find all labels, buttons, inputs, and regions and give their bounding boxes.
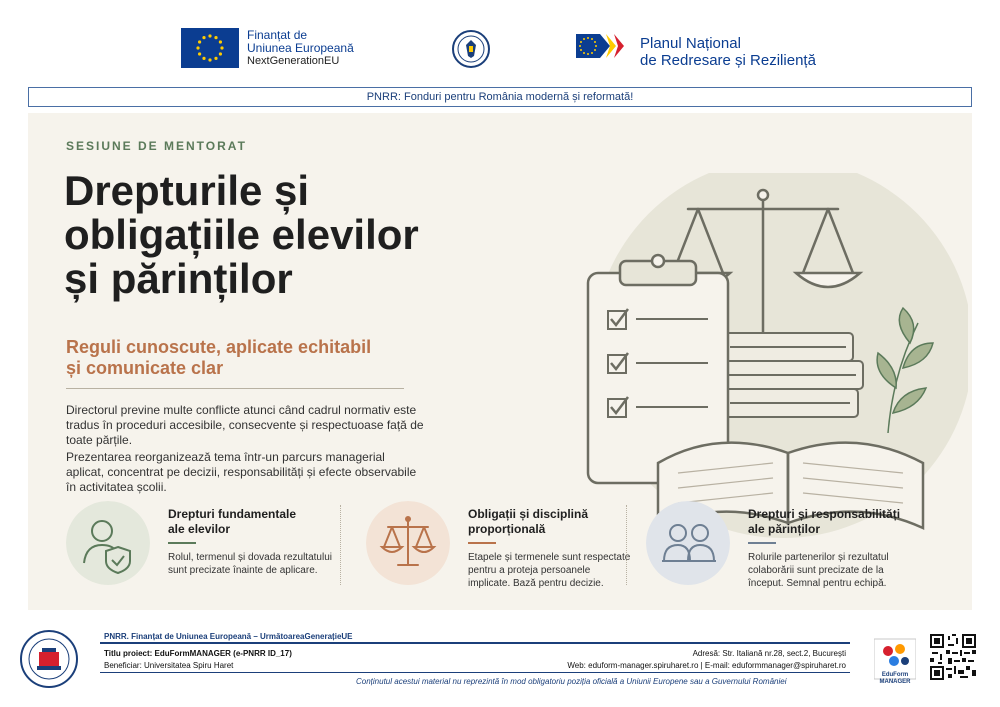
slogan-bar: PNRR: Fonduri pentru România modernă și reformată! [28,87,972,107]
feature-title-line1: Obligații și disciplină [468,507,589,521]
feature-student-rights [66,501,331,601]
feature-rule [168,542,196,544]
title-line1: Drepturile și [64,167,310,214]
university-seal-icon [20,630,78,688]
pnrr-text [640,35,816,69]
footer-beneficiary: Beneficiar: Universitatea Spiru Haret [104,661,234,670]
title-line3: și părinților [64,255,293,302]
pnrr-line1: Planul Național [640,35,741,52]
eu-flag-icon [181,28,239,68]
pnrr-logo-icon [576,30,636,62]
feature-separator [626,505,627,585]
eyebrow-label: SESIUNE DE MENTORAT [66,139,247,153]
government-seal-icon [452,30,490,68]
poster-title [64,169,584,301]
eduform-label [874,672,916,686]
feature-title-line1: Drepturi și responsabilități [748,507,901,521]
eduform-line1: EduForm [881,672,909,678]
footer-funding-line: PNRR. Finanțat de Uniunea Europeană – UrmătoareaGenerațieUE [104,632,353,641]
qr-code-icon[interactable] [928,631,978,683]
footer-project-title: Titlu proiect: EduFormMANAGER (e-PNRR ID_17) [104,649,292,658]
poster [28,113,972,610]
eu-funding-line1: Finanțat de [247,28,308,42]
eu-funding-text [247,29,354,68]
feature-title-line1: Drepturi fundamentale [168,507,297,521]
parents-icon [646,501,730,585]
feature-title [168,507,328,537]
eu-funding-line3: NextGenerationEU [247,55,340,67]
eduform-line2: MANAGER [879,679,911,685]
feature-obligations [366,501,631,601]
footer-rule-top [100,642,850,644]
feature-title-line2: ale elevilor [168,522,231,536]
feature-title-line2: ale părinților [748,522,821,536]
subtitle-line1: Reguli cunoscute, aplicate echitabil [66,337,372,357]
feature-parent-rights [646,501,936,601]
poster-subtitle [66,337,446,379]
footer-address: Adresă: Str. Italiană nr.28, sect.2, București [692,649,846,658]
footer-web-email: Web: eduform-manager.spiruharet.ro | E-mail: eduformmanager@spiruharet.ro [567,661,846,670]
feature-rule [468,542,496,544]
intro-paragraph-1: Directorul previne multe conflicte atunci când cadrul normativ este tradus în proceduri accesibile, consecvente și respectuoase față de toate părțile. [66,403,424,447]
user-shield-icon [66,501,150,585]
feature-title [468,507,628,537]
footer-disclaimer: Conținutul acestui material nu reprezintă în mod obligatoriu poziția oficială a Uniunii Europene sau a Guvernului României [356,677,787,686]
scales-icon [366,501,450,585]
title-divider [66,388,404,389]
feature-description: Etapele și termenele sunt respectate pentru a proteja persoanele implicate. Bază pentru decizie. [468,552,631,589]
feature-title-line2: proporțională [468,522,546,536]
eu-funding-line2: Uniunea Europeană [247,41,354,55]
feature-title [748,507,908,537]
pnrr-line2: de Redresare și Reziliență [640,52,816,69]
top-header [0,0,1000,86]
feature-separator [340,505,341,585]
intro-paragraph-2: Prezentarea reorganizează tema într-un parcurs managerial aplicat, concentrat pe decizii, responsabilități și efecte observabile în activitatea școlii. [66,450,417,494]
footer [0,618,1000,707]
title-line2: obligațiile elevilor [64,211,419,258]
feature-description: Rolurile partenerilor și rezultatul colaborării sunt precizate de la început. Semnal pentru echipă. [748,552,889,589]
feature-rule [748,542,776,544]
feature-description: Rolul, termenul și dovada rezultatului sunt precizate înainte de aplicare. [168,552,332,576]
footer-rule-bottom [100,672,850,673]
subtitle-line2: și comunicate clar [66,358,224,378]
